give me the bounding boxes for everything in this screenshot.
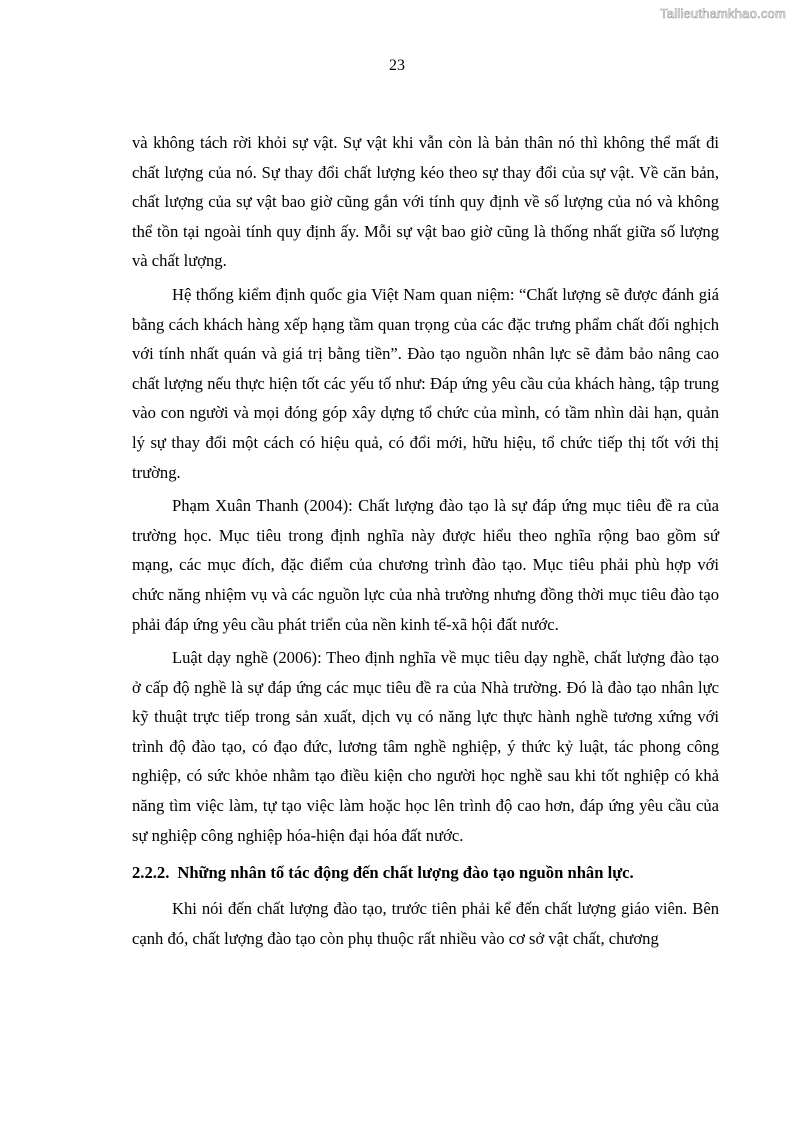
- paragraph-continuation: và không tách rời khỏi sự vật. Sự vật khi vẫn còn là bản thân nó thì không thể mất đi chất lượng của nó. Sự thay đổi chất lượng kéo theo sự thay đổi của sự vật. Về căn bản, chất lượng của sự vật bao giờ cũng gắn với tính quy định về số lượng của nó và không thể tồn tại ngoài tính quy định ấy. Mỗi sự vật bao giờ cũng là thống nhất giữa số lượng và chất lượng.: [132, 133, 719, 271]
- section-heading: [132, 858, 719, 888]
- document-body: [132, 128, 719, 957]
- page-number: 23: [389, 57, 405, 74]
- paragraph-pham-xuan-thanh: Phạm Xuân Thanh (2004): Chất lượng đào tạo là sự đáp ứng mục tiêu đề ra của trường học. Mục tiêu trong định nghĩa này được hiểu theo nghĩa rộng bao gồm sứ mạng, các mục đích, đặc điểm của chương trình đào tạo. Mục tiêu phải phù hợp với chức năng nhiệm vụ và các nguồn lực của nhà trường nhưng đồng thời mục tiêu đào tạo phải đáp ứng yêu cầu phát triển của nền kinh tế-xã hội đất nước.: [132, 496, 719, 634]
- paragraph-vocational-law: Luật dạy nghề (2006): Theo định nghĩa về mục tiêu dạy nghề, chất lượng đào tạo ở cấp độ nghề là sự đáp ứng các mục tiêu đề ra của Nhà trường. Đó là đào tạo nhân lực kỹ thuật trực tiếp trong sản xuất, dịch vụ có năng lực thực hành nghề tương xứng với trình độ đào tạo, có đạo đức, lương tâm nghề nghiệp, ý thức kỷ luật, tác phong công nghiệp, có sức khỏe nhằm tạo điều kiện cho người học nghề sau khi tốt nghiệp có khả năng tìm việc làm, tự tạo việc làm hoặc học lên trình độ cao hơn, đáp ứng yêu cầu của sự nghiệp công nghiệp hóa-hiện đại hóa đất nước.: [132, 648, 719, 845]
- paragraph-teacher-quality: Khi nói đến chất lượng đào tạo, trước tiên phải kể đến chất lượng giáo viên. Bên cạnh đó, chất lượng đào tạo còn phụ thuộc rất nhiều vào cơ sở vật chất, chương: [132, 899, 719, 948]
- watermark: Tailieuthamkhao.com: [660, 6, 786, 21]
- section-title: Những nhân tố tác động đến chất lượng đào tạo nguồn nhân lực.: [177, 863, 634, 883]
- paragraph-national-accreditation: Hệ thống kiểm định quốc gia Việt Nam quan niệm: “Chất lượng sẽ được đánh giá bằng cách khách hàng xếp hạng tầm quan trọng của các đặc trưng phẩm chất đối nghịch với tính nhất quán và giá trị bằng tiền”. Đào tạo nguồn nhân lực sẽ đảm bảo nâng cao chất lượng nếu thực hiện tốt các yếu tố như: Đáp ứng yêu cầu của khách hàng, tập trung vào con người và mọi đóng góp xây dựng tổ chức của mình, có tầm nhìn dài hạn, quản lý sự thay đổi một cách có hiệu quả, có đổi mới, hữu hiệu, tổ chức tiếp thị tốt với thị trường.: [132, 284, 719, 482]
- section-number: 2.2.2.: [132, 863, 170, 883]
